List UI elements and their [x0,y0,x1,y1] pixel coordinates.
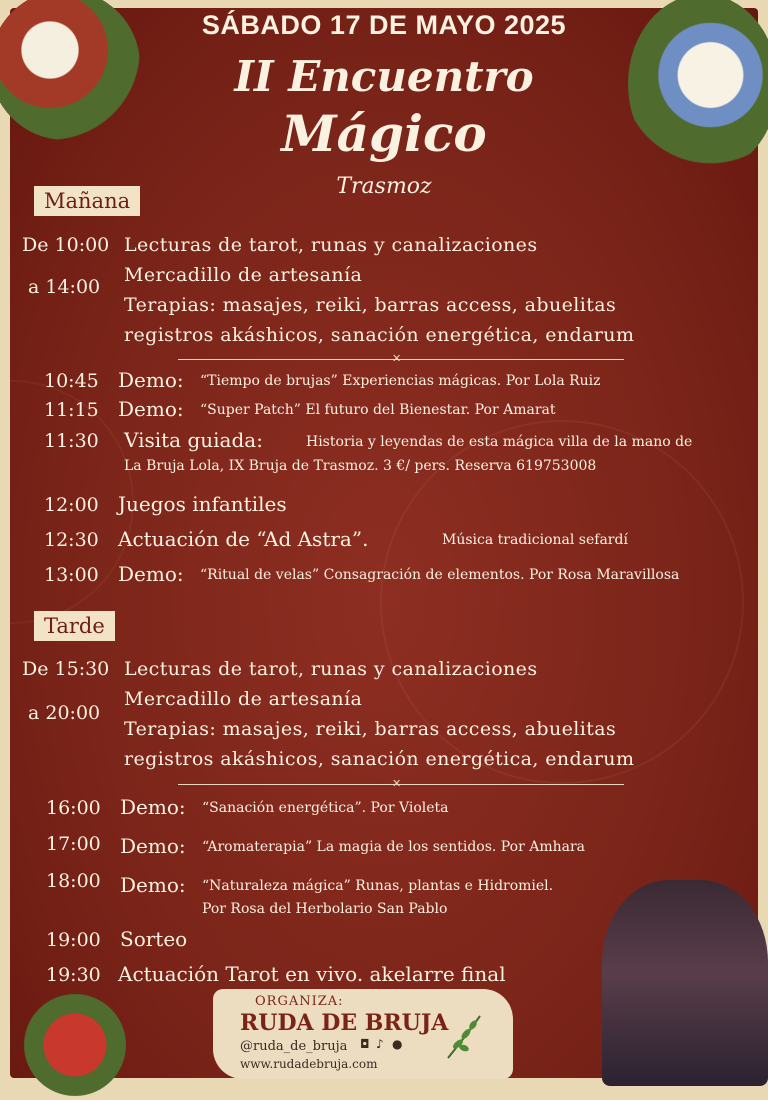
afternoon-line: Lecturas de tarot, runas y canalizaciones [124,658,538,680]
event-time: 19:00 [46,929,101,951]
organizer-handle: @ruda_de_bruja [240,1039,348,1054]
event-time: 11:30 [44,430,99,452]
event-time: 10:45 [44,370,99,392]
afternoon-line: Terapias: masajes, reiki, barras access, abuelitas [124,718,617,740]
afternoon-time-from: De 15:30 [22,658,110,680]
morning-label: Mañana [34,186,140,216]
event-time: 16:00 [46,797,101,819]
event-desc: “Tiempo de brujas” Experiencias mágicas. Por Lola Ruiz [200,373,601,389]
event-title: Demo: [120,834,186,858]
morning-time-to: a 14:00 [28,276,101,298]
event-title: Actuación Tarot en vivo. akelarre final [118,962,506,986]
event-title: Demo: [120,795,186,819]
organizer-web: www.rudadebruja.com [240,1057,378,1071]
event-desc: “Aromaterapia” La magia de los sentidos. Por Amhara [202,839,586,855]
event-time: 18:00 [46,870,101,892]
event-place: Trasmoz [336,174,432,199]
event-title: Sorteo [120,927,188,951]
event-date: SÁBADO 17 DE MAYO 2025 [201,10,567,40]
divider-ornament-icon: ✕ [392,777,402,790]
event-title: Visita guiada: [124,428,263,452]
event-time: 12:00 [44,494,99,516]
morning-line: Terapias: masajes, reiki, barras access, abuelitas [124,294,617,316]
organizer-name: RUDA DE BRUJA [240,1010,449,1036]
flower-bottom-left-decoration [20,990,130,1100]
morning-line: Lecturas de tarot, runas y canalizaciones [124,234,538,256]
afternoon-line: Mercadillo de artesanía [124,688,363,710]
event-title: Actuación de “Ad Astra”. [118,527,369,551]
event-time: 11:15 [44,399,99,421]
event-time: 17:00 [46,833,101,855]
tarot-reader-image [602,880,768,1086]
divider-ornament-icon: ✕ [392,352,402,365]
event-desc: “Super Patch” El futuro del Bienestar. Por Amarat [200,402,556,418]
event-desc: Música tradicional sefardí [442,532,628,548]
afternoon-label: Tarde [34,611,115,641]
title-line1: II Encuentro [234,52,534,101]
instagram-icon: ◘ [360,1037,370,1051]
event-title: Juegos infantiles [118,492,287,516]
event-title: Demo: [118,562,184,586]
event-desc: Historia y leyendas de esta mágica villa de la mano de [306,434,693,450]
afternoon-time-to: a 20:00 [28,702,101,724]
event-desc: “Naturaleza mágica” Runas, plantas e Hidromiel. [202,878,554,894]
event-desc-line2: La Bruja Lola, IX Bruja de Trasmoz. 3 €/ pers. Reserva 619753008 [124,458,597,474]
organizer-label: ORGANIZA: [255,994,344,1009]
event-title: Demo: [120,873,186,897]
tiktok-icon: ♪ [376,1037,384,1051]
event-time: 13:00 [44,564,99,586]
afternoon-line: registros akáshicos, sanación energética, endarum [124,748,635,770]
event-title: Demo: [118,368,184,392]
event-desc: “Sanación energética”. Por Violeta [202,800,449,816]
event-time: 19:30 [46,964,101,986]
event-desc: “Ritual de velas” Consagración de elementos. Por Rosa Maravillosa [200,567,680,583]
event-time: 12:30 [44,529,99,551]
herb-branch-icon [440,1012,490,1062]
morning-line: registros akáshicos, sanación energética, endarum [124,324,635,346]
morning-line: Mercadillo de artesanía [124,264,363,286]
morning-time-from: De 10:00 [22,234,110,256]
event-desc-line2: Por Rosa del Herbolario San Pablo [202,901,448,917]
facebook-icon: ● [392,1037,403,1051]
event-title: Demo: [118,397,184,421]
title-line2: Mágico [281,104,487,163]
